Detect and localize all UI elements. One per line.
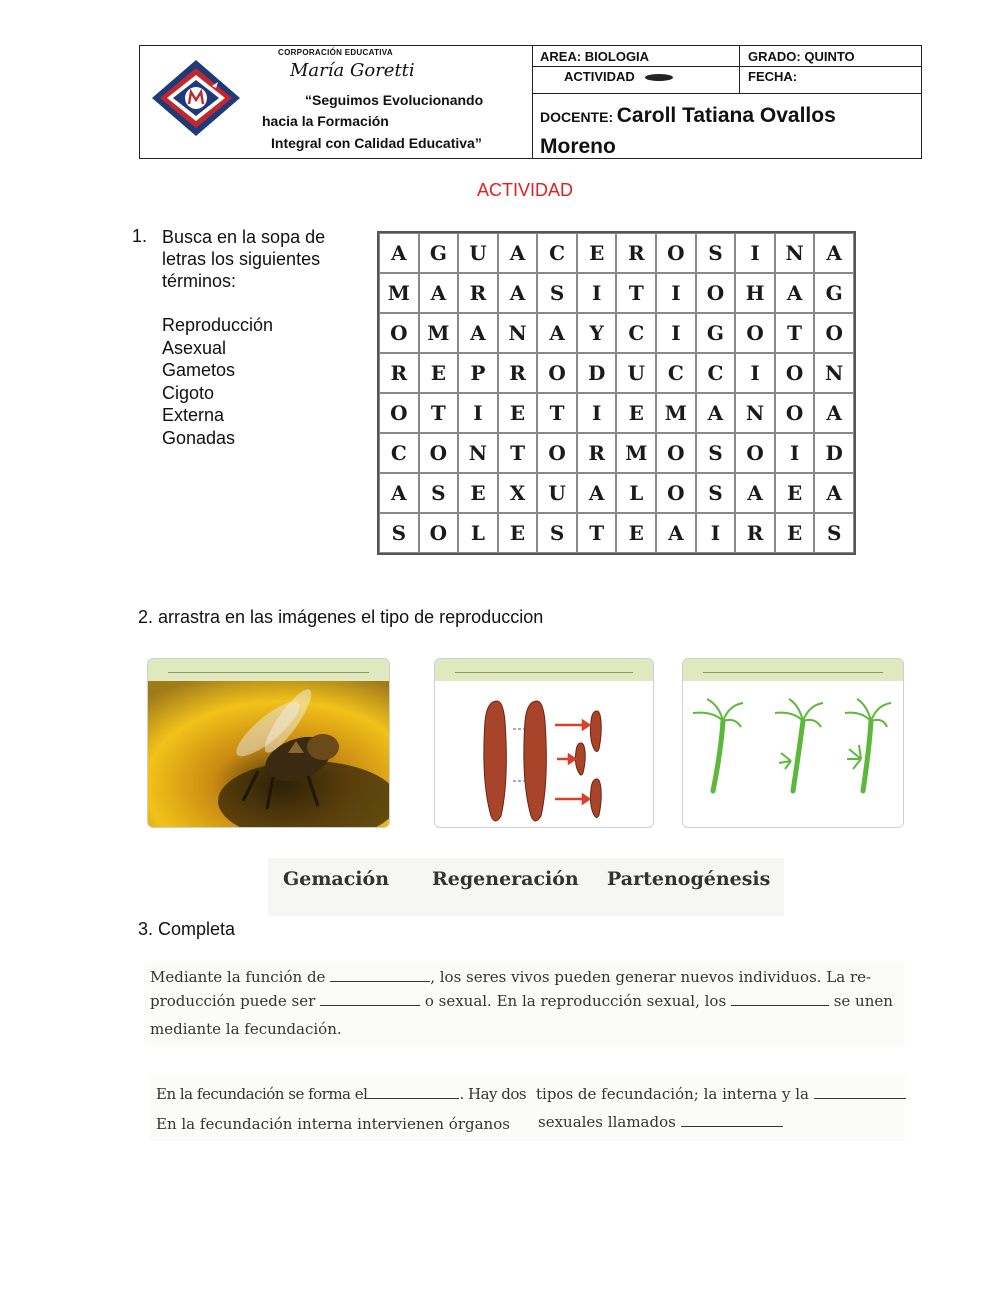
- grid-cell[interactable]: O: [656, 233, 696, 273]
- grid-cell[interactable]: S: [696, 233, 736, 273]
- grid-cell[interactable]: O: [379, 393, 419, 433]
- grid-cell[interactable]: T: [577, 513, 617, 553]
- bee-on-flower-image: [148, 681, 390, 828]
- grid-cell[interactable]: S: [814, 513, 854, 553]
- drop-zone-planarian[interactable]: [434, 658, 654, 828]
- grid-cell[interactable]: C: [616, 313, 656, 353]
- grid-cell[interactable]: I: [735, 353, 775, 393]
- list-item: Cigoto: [162, 382, 215, 403]
- blank-input[interactable]: [367, 1086, 459, 1099]
- drop-zone-hydra[interactable]: [682, 658, 904, 828]
- grid-cell[interactable]: I: [458, 393, 498, 433]
- grid-cell[interactable]: S: [537, 273, 577, 313]
- blank-input[interactable]: [681, 1114, 783, 1127]
- grid-cell[interactable]: E: [775, 473, 815, 513]
- activity-field: [532, 67, 740, 94]
- date-field: [740, 67, 922, 94]
- activity-title: ACTIVIDAD: [476, 180, 573, 200]
- grid-cell[interactable]: N: [498, 313, 538, 353]
- activity-label: ACTIVIDAD: [564, 69, 635, 84]
- grid-cell[interactable]: A: [656, 513, 696, 553]
- text-segment: , los seres vivos pueden generar nuevos individuos. La re-: [430, 968, 872, 986]
- drop-zone-bee[interactable]: [147, 658, 390, 828]
- blank-input[interactable]: [330, 969, 430, 982]
- grid-cell[interactable]: E: [775, 513, 815, 553]
- grid-cell[interactable]: A: [577, 473, 617, 513]
- text-segment: producción puede ser: [150, 992, 316, 1010]
- text-segment: En la fecundación se forma el: [156, 1085, 368, 1103]
- grid-cell[interactable]: N: [775, 233, 815, 273]
- grid-cell[interactable]: C: [379, 433, 419, 473]
- grid-cell[interactable]: C: [696, 353, 736, 393]
- para2-line2b: [538, 1113, 783, 1131]
- grid-cell[interactable]: O: [419, 513, 459, 553]
- corporation-label: CORPORACIÓN EDUCATIVA: [278, 48, 393, 57]
- motto-line-1: “Seguimos Evolucionando: [305, 92, 484, 108]
- hydra-budding-image: [683, 681, 904, 828]
- para2-line2: En la fecundación interna intervienen órganos: [156, 1115, 510, 1133]
- grid-cell[interactable]: U: [458, 233, 498, 273]
- grid-cell[interactable]: O: [656, 473, 696, 513]
- list-item: Reproducción: [162, 315, 274, 335]
- header-table: [139, 45, 922, 159]
- grid-cell[interactable]: C: [656, 353, 696, 393]
- grid-cell[interactable]: O: [735, 313, 775, 353]
- grid-cell[interactable]: H: [735, 273, 775, 313]
- motto-line-2: hacia la Formación: [262, 113, 389, 129]
- school-logo-icon: [150, 58, 242, 138]
- grid-cell[interactable]: O: [814, 313, 854, 353]
- date-label: FECHA:: [748, 69, 798, 84]
- drop-target-bar[interactable]: [683, 659, 903, 681]
- grid-cell[interactable]: E: [577, 233, 617, 273]
- grid-cell[interactable]: R: [735, 513, 775, 553]
- grid-cell[interactable]: A: [814, 473, 854, 513]
- completion-paragraph-2: [150, 1077, 905, 1141]
- grid-cell[interactable]: A: [419, 273, 459, 313]
- blank-input[interactable]: [814, 1086, 906, 1099]
- drop-target-bar[interactable]: [148, 659, 389, 681]
- list-item: Gametos: [162, 360, 236, 381]
- blank-input[interactable]: [320, 993, 420, 1006]
- grid-cell[interactable]: P: [458, 353, 498, 393]
- school-block: [140, 46, 533, 158]
- text-segment: . Hay dos: [459, 1085, 527, 1103]
- grid-cell[interactable]: E: [498, 513, 538, 553]
- school-name: María Goretti: [290, 60, 415, 81]
- grid-cell[interactable]: X: [498, 473, 538, 513]
- para2-line1: [156, 1085, 526, 1103]
- draggable-word-partenogenesis[interactable]: Partenogénesis: [607, 868, 771, 890]
- grid-cell[interactable]: G: [696, 313, 736, 353]
- grid-cell[interactable]: N: [735, 393, 775, 433]
- teacher-name-1: Caroll Tatiana Ovallos: [616, 104, 836, 127]
- draggable-word-regeneracion[interactable]: Regeneración: [432, 868, 579, 890]
- grid-cell[interactable]: A: [775, 273, 815, 313]
- question-1-instruction: Busca en la sopa de letras los siguientes términos:: [162, 227, 326, 291]
- grid-cell[interactable]: I: [775, 433, 815, 473]
- grid-cell[interactable]: I: [577, 393, 617, 433]
- text-segment: o sexual. En la reproducción sexual, los: [424, 992, 727, 1010]
- grid-cell[interactable]: R: [577, 433, 617, 473]
- para1-line2: [150, 992, 893, 1010]
- grid-cell[interactable]: A: [814, 393, 854, 433]
- grid-cell[interactable]: R: [498, 353, 538, 393]
- grid-cell[interactable]: G: [814, 273, 854, 313]
- grid-cell[interactable]: A: [498, 273, 538, 313]
- grid-cell[interactable]: S: [696, 433, 736, 473]
- grid-cell[interactable]: M: [616, 433, 656, 473]
- grid-cell[interactable]: L: [458, 513, 498, 553]
- grid-cell[interactable]: Y: [577, 313, 617, 353]
- grid-cell[interactable]: A: [379, 473, 419, 513]
- grid-cell[interactable]: T: [419, 393, 459, 433]
- para1-line3: mediante la fecundación.: [150, 1020, 342, 1038]
- grid-cell[interactable]: G: [419, 233, 459, 273]
- area-field: [532, 46, 740, 67]
- grid-cell[interactable]: E: [616, 513, 656, 553]
- completion-paragraph-1: [145, 962, 905, 1046]
- grid-cell[interactable]: O: [379, 313, 419, 353]
- list-item: Asexual: [162, 337, 227, 358]
- teacher-label: DOCENTE:: [540, 109, 614, 125]
- grid-cell[interactable]: M: [419, 313, 459, 353]
- word-search-grid[interactable]: [377, 231, 856, 555]
- teacher-name-2: Moreno: [540, 135, 616, 158]
- grid-cell[interactable]: A: [537, 313, 577, 353]
- grid-cell[interactable]: O: [775, 393, 815, 433]
- grid-cell[interactable]: S: [379, 513, 419, 553]
- grid-cell[interactable]: E: [458, 473, 498, 513]
- planarian-regeneration-image: [435, 681, 654, 828]
- draggable-word-gemacion[interactable]: Gemación: [283, 868, 390, 890]
- grid-cell[interactable]: I: [656, 313, 696, 353]
- text-segment: sexuales llamados: [538, 1113, 676, 1131]
- grid-cell[interactable]: D: [577, 353, 617, 393]
- question-1-number: 1.: [132, 226, 148, 246]
- grid-cell[interactable]: T: [775, 313, 815, 353]
- grid-cell[interactable]: R: [616, 233, 656, 273]
- grid-cell[interactable]: I: [656, 273, 696, 313]
- grid-cell[interactable]: E: [419, 353, 459, 393]
- grid-cell[interactable]: S: [419, 473, 459, 513]
- grid-cell[interactable]: D: [814, 433, 854, 473]
- grid-cell[interactable]: A: [735, 473, 775, 513]
- grid-cell[interactable]: S: [537, 513, 577, 553]
- word-bank: [268, 858, 784, 916]
- grid-cell[interactable]: M: [656, 393, 696, 433]
- grid-cell[interactable]: A: [814, 233, 854, 273]
- info-block: [532, 46, 922, 158]
- grid-cell[interactable]: I: [696, 513, 736, 553]
- grid-cell[interactable]: O: [537, 433, 577, 473]
- para1-line1: [150, 968, 871, 986]
- grid-cell[interactable]: C: [537, 233, 577, 273]
- grid-cell[interactable]: E: [616, 393, 656, 433]
- grid-cell[interactable]: E: [498, 393, 538, 433]
- grid-cell[interactable]: R: [379, 353, 419, 393]
- grade-label: GRADO: QUINTO: [748, 49, 855, 64]
- grid-cell[interactable]: O: [696, 273, 736, 313]
- grid-cell[interactable]: T: [498, 433, 538, 473]
- grid-cell[interactable]: A: [696, 393, 736, 433]
- grid-cell[interactable]: R: [458, 273, 498, 313]
- grid-cell[interactable]: N: [814, 353, 854, 393]
- grid-cell[interactable]: S: [696, 473, 736, 513]
- grid-cell[interactable]: I: [577, 273, 617, 313]
- grid-cell[interactable]: L: [616, 473, 656, 513]
- question-3-instruction: 3. Completa: [138, 919, 236, 939]
- grid-cell[interactable]: T: [616, 273, 656, 313]
- grid-cell[interactable]: U: [616, 353, 656, 393]
- text-segment: Mediante la función de: [150, 968, 326, 986]
- question-2-instruction: 2. arrastra en las imágenes el tipo de reproduccion: [138, 607, 544, 627]
- grid-cell[interactable]: O: [656, 433, 696, 473]
- grid-cell[interactable]: O: [775, 353, 815, 393]
- word-list: [162, 314, 273, 450]
- para2-line1b: [536, 1085, 906, 1103]
- text-segment: tipos de fecundación; la interna y la: [536, 1085, 809, 1103]
- grid-cell[interactable]: O: [537, 353, 577, 393]
- grade-field: [740, 46, 922, 67]
- grid-cell[interactable]: A: [498, 233, 538, 273]
- grid-cell[interactable]: A: [379, 233, 419, 273]
- teacher-field: [532, 94, 922, 158]
- grid-cell[interactable]: M: [379, 273, 419, 313]
- list-item: Gonadas: [162, 427, 236, 448]
- grid-cell[interactable]: T: [537, 393, 577, 433]
- list-item: Externa: [162, 405, 225, 426]
- grid-cell[interactable]: O: [419, 433, 459, 473]
- drop-target-bar[interactable]: [435, 659, 653, 681]
- area-label: AREA: BIOLOGIA: [540, 49, 650, 64]
- blank-input[interactable]: [731, 993, 829, 1006]
- text-segment: se unen: [833, 992, 893, 1010]
- grid-cell[interactable]: A: [458, 313, 498, 353]
- grid-cell[interactable]: O: [735, 433, 775, 473]
- grid-cell[interactable]: N: [458, 433, 498, 473]
- grid-cell[interactable]: U: [537, 473, 577, 513]
- oval-mark-icon: [645, 74, 673, 81]
- grid-cell[interactable]: I: [735, 233, 775, 273]
- motto-line-3: Integral con Calidad Educativa”: [271, 135, 482, 151]
